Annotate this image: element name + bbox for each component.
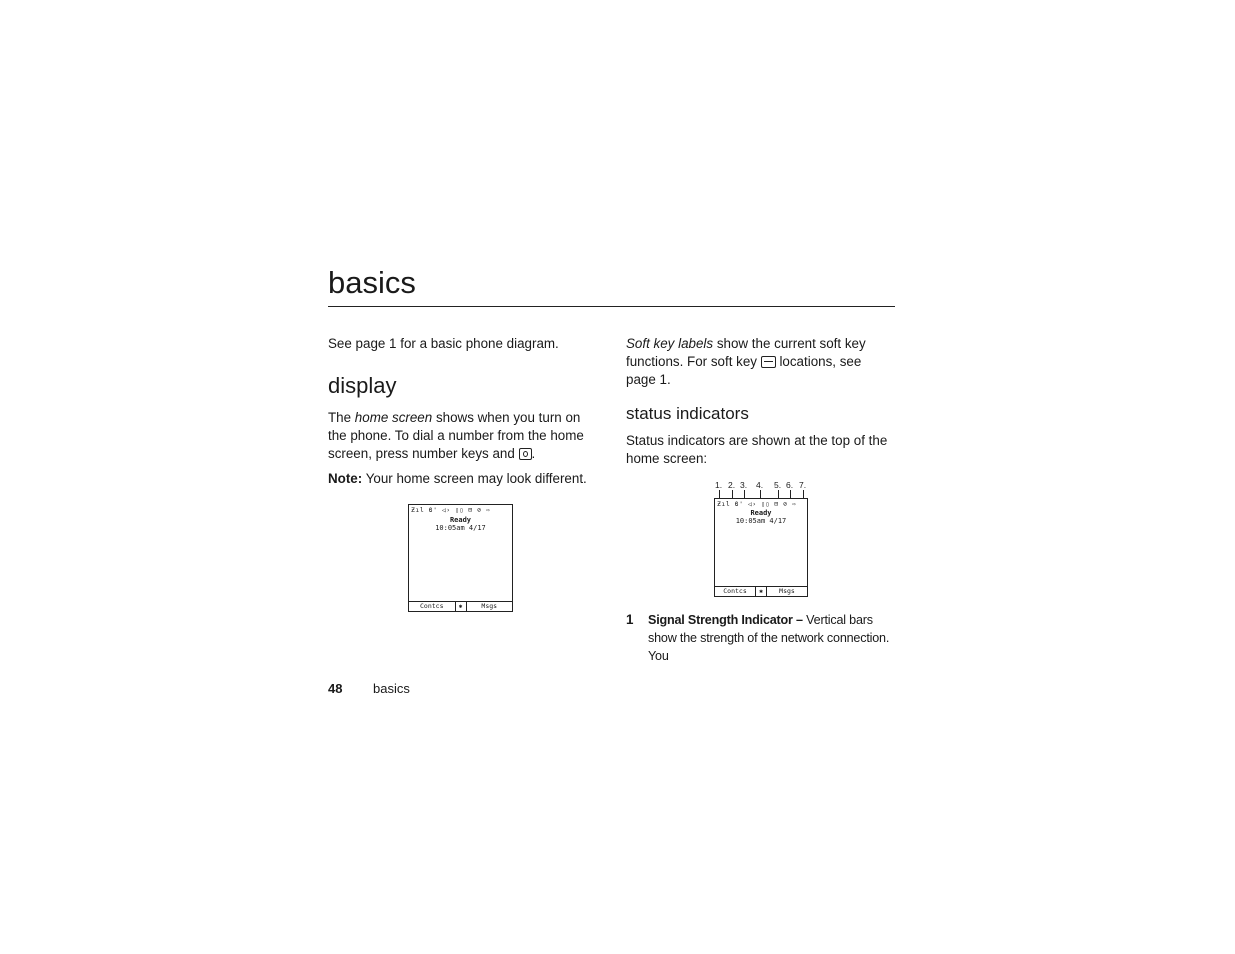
right-soft-key-label: Msgs — [481, 602, 498, 610]
status-intro-paragraph: Status indicators are shown at the top of the home screen: — [626, 433, 888, 466]
callout-6: 6. — [786, 480, 794, 490]
footer-section: basics — [373, 681, 410, 696]
soft-key-paragraph — [626, 335, 891, 389]
callout-3: 3. — [740, 480, 748, 490]
home-p-part1: The — [328, 410, 355, 425]
status-indicators-heading: status indicators — [626, 404, 749, 423]
intro-paragraph: See page 1 for a basic phone diagram. — [328, 336, 559, 351]
left-soft-key-label: Contcs — [420, 602, 444, 610]
title-rule — [328, 306, 895, 307]
display-heading: display — [328, 373, 397, 398]
item-1-paragraph — [648, 611, 898, 665]
page-number: 48 — [328, 681, 343, 696]
callout-2: 2. — [728, 480, 736, 490]
callout-1: 1. — [715, 480, 723, 490]
home-p-part3: . — [531, 446, 536, 461]
soft-key-bar — [715, 586, 807, 596]
status-indicator-diagram — [714, 498, 808, 597]
home-screen-paragraph — [328, 409, 596, 463]
status-bar-row: Ƶıl ϐ' ◁› ▯▯ ⊟ ⊘ ⇨ — [411, 506, 491, 514]
left-soft-key-label: Contcs — [723, 587, 747, 595]
item-1-label: Signal Strength Indicator – — [648, 613, 803, 627]
note-paragraph — [328, 470, 603, 488]
ready-text: Ready — [449, 516, 472, 524]
item-1-number: 1 — [626, 612, 634, 627]
soft-key-bar — [409, 601, 512, 611]
time-date-text: 10:05am 4/17 — [735, 517, 787, 525]
callout-4: 4. — [756, 480, 764, 490]
center-key-icon: ✱ — [455, 602, 467, 611]
nav-key-icon — [519, 448, 532, 460]
ready-text: Ready — [750, 509, 772, 517]
home-screen-diagram — [408, 504, 513, 612]
callout-7: 7. — [799, 480, 807, 490]
soft-key-labels-term: Soft key labels — [626, 336, 714, 351]
time-date-text: 10:05am 4/17 — [435, 524, 486, 532]
center-key-icon: ✱ — [755, 587, 767, 596]
callout-5: 5. — [774, 480, 782, 490]
item-1-text: Vertical bars show the strength of the network connection. You — [648, 613, 890, 663]
home-screen-term: home screen — [354, 410, 433, 425]
soft-p-part2: locations, see page 1. — [626, 354, 862, 387]
soft-key-icon — [761, 356, 776, 368]
home-p-part2: shows when you turn on the phone. To dial a number from the home screen, press number keys and — [328, 410, 584, 461]
note-label: Note: — [328, 471, 363, 486]
note-text: Your home screen may look different. — [362, 471, 587, 486]
status-bar-row: Ƶıl ϐ' ◁› ▯▯ ⊟ ⊘ ⇨ — [717, 500, 797, 508]
page-title: basics — [328, 265, 416, 300]
soft-p-part1: show the current soft key functions. For soft key — [626, 336, 866, 369]
right-soft-key-label: Msgs — [779, 587, 795, 595]
